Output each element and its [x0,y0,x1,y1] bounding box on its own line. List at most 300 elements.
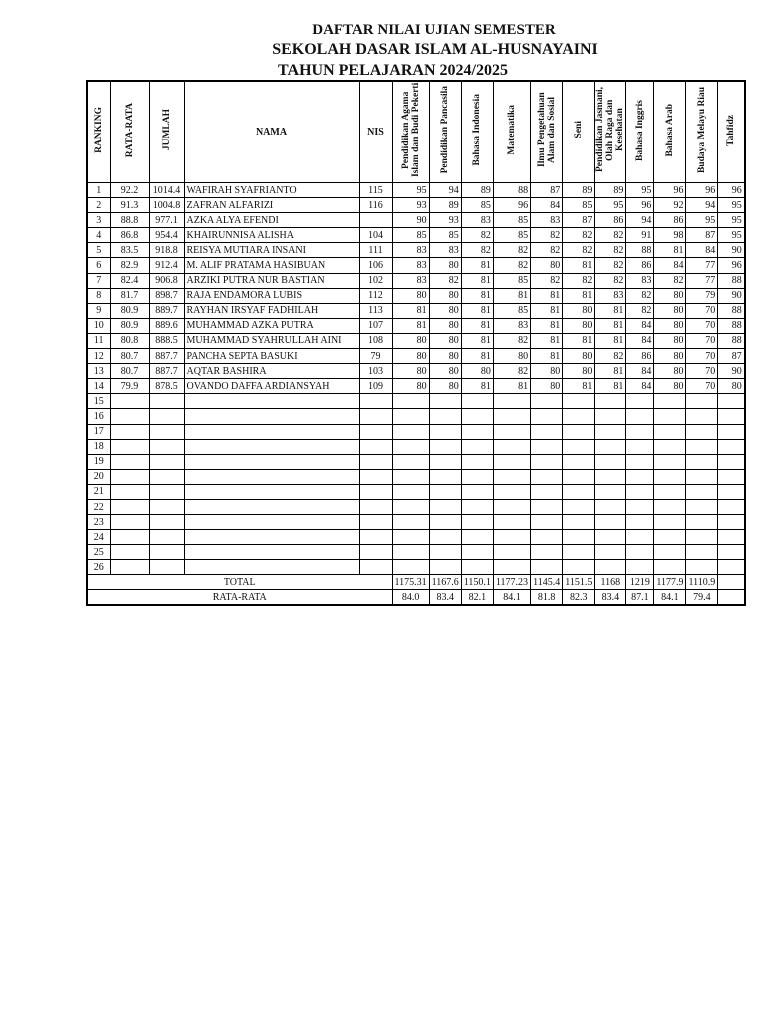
rank-cell: 2 [87,198,110,213]
score-cell: 80 [429,303,461,318]
score-cell [461,484,493,499]
average-row [87,590,745,606]
header-subject: Matematika [493,81,530,183]
score-cell [531,515,563,530]
score-cell: 84 [626,379,654,394]
score-cell [654,530,686,545]
score-cell: 82 [493,258,530,273]
score-cell [563,515,595,530]
score-cell [626,484,654,499]
score-cell: 70 [686,303,718,318]
sum-cell: 906.8 [149,273,184,288]
score-cell: 94 [429,183,461,198]
score-cell: 89 [563,183,595,198]
score-cell [626,515,654,530]
score-cell: 95 [626,183,654,198]
nis-cell: 104 [359,228,392,243]
score-cell: 80 [429,364,461,379]
score-cell: 81 [563,333,595,348]
average-label: RATA-RATA [87,590,392,606]
score-cell: 82 [595,258,626,273]
score-cell [626,394,654,409]
total-cell: 1150.1 [461,575,493,590]
rank-cell: 11 [87,333,110,348]
total-cell: 1167.6 [429,575,461,590]
score-cell: 83 [392,273,429,288]
score-cell [718,499,745,514]
name-cell [184,484,359,499]
score-cell: 80 [392,333,429,348]
score-cell [686,394,718,409]
sum-cell [149,424,184,439]
score-cell [392,439,429,454]
score-cell: 80 [392,349,429,364]
score-cell: 81 [461,273,493,288]
name-cell [184,409,359,424]
score-cell [595,454,626,469]
score-cell: 96 [686,183,718,198]
score-cell: 82 [595,349,626,364]
score-cell: 94 [686,198,718,213]
score-cell: 70 [686,318,718,333]
score-cell [654,454,686,469]
score-cell: 95 [718,228,745,243]
nis-cell [359,499,392,514]
score-cell: 96 [718,183,745,198]
score-cell [392,499,429,514]
header-subject: Pendidikan Agama Islam dan Budi Pekerti [392,81,429,183]
grades-body [87,183,745,575]
score-cell [461,499,493,514]
score-cell: 84 [626,364,654,379]
sum-cell [149,545,184,560]
score-cell [531,439,563,454]
total-cell: 1110.9 [686,575,718,590]
score-cell: 87 [686,228,718,243]
table-row [87,183,745,198]
score-cell [493,560,530,575]
sum-cell: 918.8 [149,243,184,258]
score-cell [429,454,461,469]
table-row [87,515,745,530]
rank-cell: 13 [87,364,110,379]
rank-cell: 8 [87,288,110,303]
score-cell [595,530,626,545]
score-cell [563,469,595,484]
score-cell: 87 [563,213,595,228]
score-cell [626,469,654,484]
nis-cell [359,409,392,424]
score-cell: 81 [493,379,530,394]
score-cell: 82 [626,303,654,318]
score-cell: 86 [654,213,686,228]
table-row [87,288,745,303]
rank-cell: 24 [87,530,110,545]
score-cell [686,424,718,439]
sum-cell: 887.7 [149,364,184,379]
score-cell: 98 [654,228,686,243]
name-cell: PANCHA SEPTA BASUKI [184,349,359,364]
table-row [87,560,745,575]
score-cell [493,499,530,514]
score-cell: 81 [563,288,595,303]
score-cell: 95 [595,198,626,213]
score-cell [461,560,493,575]
score-cell: 80 [531,379,563,394]
score-cell [493,484,530,499]
sum-cell: 1014.4 [149,183,184,198]
average-cell [110,439,149,454]
total-cell: 1219 [626,575,654,590]
score-cell [429,439,461,454]
score-cell [595,409,626,424]
sum-cell: 954.4 [149,228,184,243]
score-cell [531,469,563,484]
score-cell: 81 [531,333,563,348]
score-cell [595,499,626,514]
total-label: TOTAL [87,575,392,590]
score-cell: 81 [531,349,563,364]
title-exam: DAFTAR NILAI UJIAN SEMESTER [312,22,556,38]
rank-cell: 26 [87,560,110,575]
score-cell: 82 [595,273,626,288]
name-cell [184,454,359,469]
score-cell [654,409,686,424]
score-cell: 82 [563,273,595,288]
score-cell: 81 [461,333,493,348]
score-cell: 85 [392,228,429,243]
rank-cell: 1 [87,183,110,198]
score-cell: 80 [654,303,686,318]
score-cell [718,409,745,424]
nis-cell: 109 [359,379,392,394]
score-cell: 80 [429,258,461,273]
rank-cell: 12 [87,349,110,364]
score-cell: 81 [531,303,563,318]
table-row [87,258,745,273]
score-cell [429,530,461,545]
score-cell: 85 [493,303,530,318]
score-cell [595,545,626,560]
name-cell [184,499,359,514]
score-cell [392,484,429,499]
score-cell [686,454,718,469]
score-cell [461,545,493,560]
average-cell: 82.1 [461,590,493,606]
sum-cell: 977.1 [149,213,184,228]
score-cell [563,409,595,424]
nis-cell [359,530,392,545]
sum-cell: 889.7 [149,303,184,318]
average-cell [110,394,149,409]
nis-cell [359,213,392,228]
nis-cell [359,454,392,469]
score-cell: 86 [626,258,654,273]
score-cell: 82 [461,228,493,243]
score-cell [531,409,563,424]
score-cell [531,499,563,514]
score-cell: 95 [392,183,429,198]
header-subject: Ilmu Pengetahuan Alam dan Sosial [531,81,563,183]
score-cell [718,530,745,545]
score-cell: 84 [626,318,654,333]
score-cell: 89 [429,198,461,213]
score-cell [392,409,429,424]
header-subject: Seni [563,81,595,183]
table-row [87,243,745,258]
nis-cell [359,394,392,409]
table-row [87,303,745,318]
average-cell: 80.8 [110,333,149,348]
score-cell: 84 [686,243,718,258]
score-cell: 80 [563,349,595,364]
score-cell [626,439,654,454]
title-school: SEKOLAH DASAR ISLAM AL-HUSNAYAINI [272,41,598,58]
score-cell [654,560,686,575]
score-cell: 94 [626,213,654,228]
score-cell [461,515,493,530]
score-cell: 88 [718,273,745,288]
name-cell: ARZIKI PUTRA NUR BASTIAN [184,273,359,288]
score-cell: 95 [718,213,745,228]
score-cell [595,394,626,409]
score-cell [493,454,530,469]
score-cell: 83 [429,243,461,258]
average-cell: 92.2 [110,183,149,198]
score-cell [493,424,530,439]
score-cell: 82 [626,288,654,303]
score-cell: 96 [654,183,686,198]
name-cell: M. ALIF PRATAMA HASIBUAN [184,258,359,273]
sum-cell [149,499,184,514]
average-cell: 82.4 [110,273,149,288]
score-cell: 84 [654,258,686,273]
nis-cell [359,545,392,560]
score-cell: 85 [461,198,493,213]
total-cell [718,575,745,590]
score-cell [654,469,686,484]
sum-cell: 878.5 [149,379,184,394]
score-cell: 81 [392,318,429,333]
score-cell: 88 [626,243,654,258]
nis-cell: 111 [359,243,392,258]
table-row [87,394,745,409]
score-cell: 80 [654,364,686,379]
score-cell [493,515,530,530]
score-cell [718,515,745,530]
average-cell: 82.3 [563,590,595,606]
score-cell [429,469,461,484]
header-subject: Pendidikan Jasmani, Olah Raga dan Kesehatan [595,81,626,183]
score-cell: 86 [595,213,626,228]
score-cell: 80 [429,318,461,333]
score-cell [461,454,493,469]
title-year: TAHUN PELAJARAN 2024/2025 [278,62,508,79]
rank-cell: 18 [87,439,110,454]
average-cell [110,545,149,560]
score-cell: 80 [654,288,686,303]
nis-cell [359,515,392,530]
sum-cell [149,454,184,469]
header-ranking: RANKING [87,81,110,183]
sum-cell [149,515,184,530]
table-row [87,364,745,379]
score-cell [718,454,745,469]
score-cell [392,394,429,409]
score-cell: 80 [654,349,686,364]
sum-cell: 898.7 [149,288,184,303]
score-cell: 70 [686,364,718,379]
score-cell [654,545,686,560]
table-row [87,484,745,499]
score-cell [531,454,563,469]
score-cell: 80 [461,364,493,379]
nis-cell [359,439,392,454]
score-cell: 80 [563,303,595,318]
score-cell [595,515,626,530]
score-cell: 81 [595,333,626,348]
score-cell [718,394,745,409]
score-cell [461,424,493,439]
score-cell [531,530,563,545]
score-cell: 82 [531,273,563,288]
score-cell: 83 [392,243,429,258]
nis-cell: 103 [359,364,392,379]
table-row [87,318,745,333]
average-cell: 83.5 [110,243,149,258]
score-cell [493,469,530,484]
score-cell: 82 [429,273,461,288]
score-cell: 87 [718,349,745,364]
score-cell [686,530,718,545]
header-subject: Bahasa Indonesia [461,81,493,183]
score-cell [686,439,718,454]
score-cell: 83 [461,213,493,228]
nis-cell: 115 [359,183,392,198]
table-row [87,228,745,243]
average-cell: 80.9 [110,318,149,333]
rank-cell: 5 [87,243,110,258]
score-cell [686,545,718,560]
sum-cell [149,530,184,545]
score-cell: 82 [595,243,626,258]
table-row [87,213,745,228]
rank-cell: 19 [87,454,110,469]
header-subject: Tahfidz [718,81,745,183]
score-cell [429,424,461,439]
table-row [87,379,745,394]
score-cell [654,515,686,530]
total-cell: 1151.5 [563,575,595,590]
nis-cell [359,560,392,575]
table-row [87,499,745,514]
score-cell: 80 [392,364,429,379]
score-cell [654,424,686,439]
score-cell [626,424,654,439]
score-cell: 88 [493,183,530,198]
score-cell [531,560,563,575]
score-cell: 70 [686,349,718,364]
score-cell [392,560,429,575]
score-cell [461,439,493,454]
score-cell: 83 [626,273,654,288]
score-cell [595,439,626,454]
score-cell: 85 [429,228,461,243]
score-cell: 84 [626,333,654,348]
average-cell: 79.4 [686,590,718,606]
score-cell [493,394,530,409]
score-cell [563,454,595,469]
score-cell: 82 [595,228,626,243]
score-cell [461,394,493,409]
header-subject: Bahasa Arab [654,81,686,183]
score-cell [686,499,718,514]
score-cell [686,515,718,530]
score-cell: 92 [654,198,686,213]
name-cell [184,439,359,454]
score-cell: 80 [531,258,563,273]
score-cell [392,515,429,530]
score-cell: 82 [563,243,595,258]
nis-cell: 107 [359,318,392,333]
score-cell [429,484,461,499]
score-cell: 80 [563,318,595,333]
rank-cell: 6 [87,258,110,273]
score-cell [531,545,563,560]
score-cell: 81 [493,288,530,303]
score-cell [531,394,563,409]
score-cell: 81 [531,288,563,303]
score-cell: 77 [686,273,718,288]
average-cell: 81.8 [531,590,563,606]
score-cell: 84 [531,198,563,213]
score-cell: 81 [461,258,493,273]
score-cell: 77 [686,258,718,273]
score-cell: 88 [718,318,745,333]
nis-cell: 108 [359,333,392,348]
score-cell [392,530,429,545]
average-cell [110,424,149,439]
score-cell [461,530,493,545]
score-cell [429,560,461,575]
score-cell: 79 [686,288,718,303]
sum-cell [149,484,184,499]
header-jumlah: JUMLAH [149,81,184,183]
score-cell [563,545,595,560]
rank-cell: 21 [87,484,110,499]
table-row [87,439,745,454]
total-cell: 1177.23 [493,575,530,590]
rank-cell: 15 [87,394,110,409]
score-cell [595,484,626,499]
table-row [87,409,745,424]
rank-cell: 3 [87,213,110,228]
average-cell: 81.7 [110,288,149,303]
score-cell [626,454,654,469]
score-cell: 85 [493,228,530,243]
score-cell [493,530,530,545]
average-cell: 91.3 [110,198,149,213]
score-cell [392,424,429,439]
header-subject: Pendidikan Pancasila [429,81,461,183]
name-cell: RAJA ENDAMORA LUBIS [184,288,359,303]
score-cell [718,439,745,454]
score-cell: 93 [392,198,429,213]
score-cell [563,499,595,514]
score-cell: 85 [563,198,595,213]
score-cell [392,454,429,469]
score-cell [461,469,493,484]
